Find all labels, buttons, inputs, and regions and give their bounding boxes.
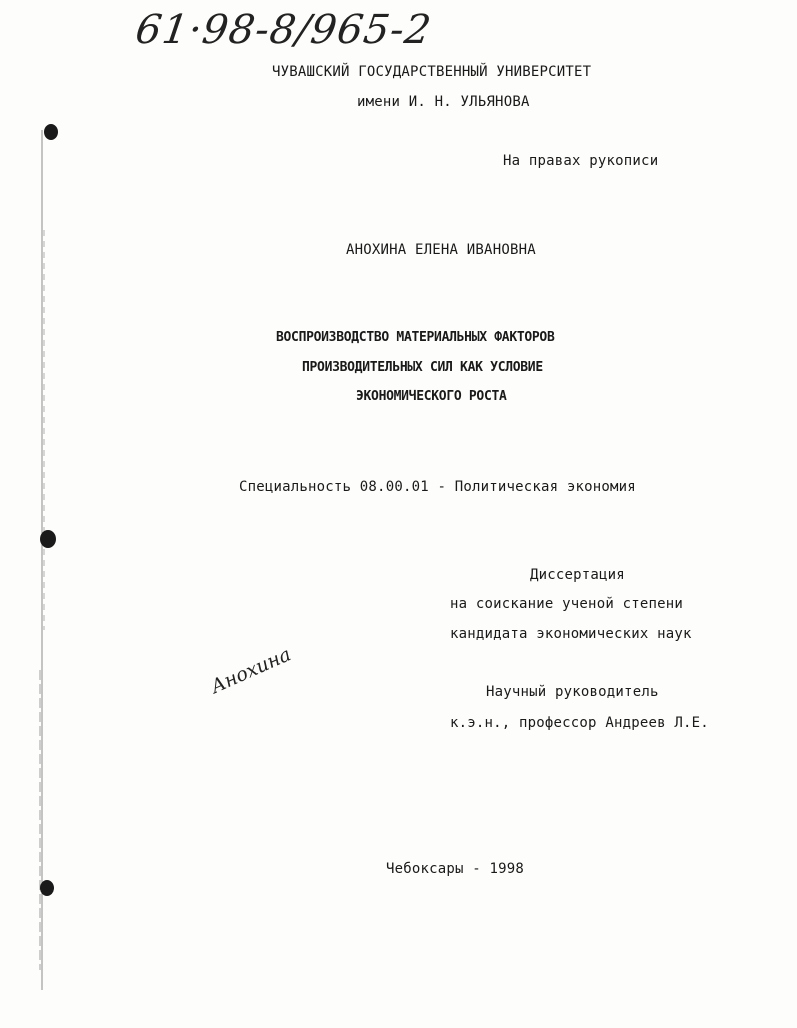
specialty-line: Специальность 08.00.01 - Политическая экономия [239, 479, 636, 495]
thesis-title-line-3: ЭКОНОМИЧЕСКОГО РОСТА [356, 389, 507, 404]
dissertation-label: Диссертация [530, 567, 625, 583]
university-name: ЧУВАШСКИЙ ГОСУДАРСТВЕННЫЙ УНИВЕРСИТЕТ [272, 64, 592, 80]
university-named-after: имени И. Н. УЛЬЯНОВА [357, 94, 530, 110]
author-signature: Анохина [207, 643, 295, 699]
binding-hole-mark [44, 124, 58, 140]
binding-hole-mark [40, 880, 54, 896]
binding-hole-mark [40, 530, 56, 548]
thesis-title-line-2: ПРОИЗВОДИТЕЛЬНЫХ СИЛ КАК УСЛОВИЕ [302, 360, 543, 375]
rights-note: На правах рукописи [503, 153, 659, 169]
degree-line: на соискание ученой степени [450, 596, 683, 612]
thesis-title-line-1: ВОСПРОИЗВОДСТВО МАТЕРИАЛЬНЫХ ФАКТОРОВ [276, 330, 555, 345]
advisor-name: к.э.н., профессор Андреев Л.Е. [450, 715, 709, 731]
author-name: АНОХИНА ЕЛЕНА ИВАНОВНА [346, 242, 536, 258]
advisor-label: Научный руководитель [486, 684, 659, 700]
binding-edge [30, 110, 70, 1010]
accession-number: 61·98-8/965-2 [132, 7, 435, 53]
degree-field-line: кандидата экономических наук [450, 626, 692, 642]
place-and-year: Чебоксары - 1998 [386, 861, 525, 877]
